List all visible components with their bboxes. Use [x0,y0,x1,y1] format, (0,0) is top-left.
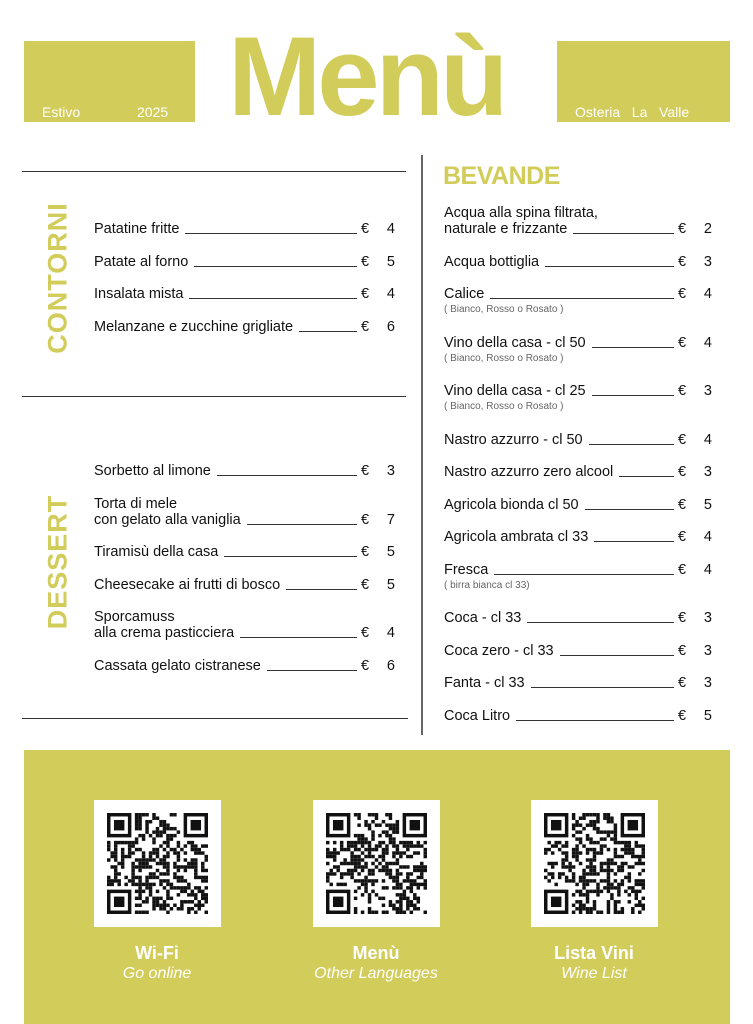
item-row [444,643,712,659]
currency-symbol: € [678,529,687,545]
currency-symbol: € [361,625,370,641]
item-price: 4 [386,625,395,641]
item-price: 5 [386,253,395,270]
item-price: 4 [703,529,712,545]
menu-item [94,221,395,237]
section-title-contorni: CONTORNI [42,202,73,354]
qr-caption [494,942,694,984]
item-price: 2 [703,221,712,237]
currency-symbol: € [361,544,370,560]
item-price: 4 [386,221,395,237]
bevande-list [444,205,712,740]
year-label: 2025 [137,104,169,120]
restaurant-box [557,41,730,122]
item-price: 6 [386,657,395,674]
item-row [444,464,712,480]
item-row [444,335,712,351]
qr-code-1[interactable] [94,800,221,927]
section-title-bevande: BEVANDE [443,162,560,190]
item-name: Calice [444,286,485,302]
leader-line [516,720,674,721]
item-price: 7 [386,511,395,528]
currency-symbol: € [678,253,687,270]
item-row [94,577,395,593]
season-label: Estivo [42,104,81,120]
item-name: con gelato alla vaniglia [94,511,241,528]
menu-item [94,609,395,641]
item-name: alla crema pasticciera [94,625,235,641]
item-name: Nastro azzurro zero alcool [444,464,614,480]
item-name: Patatine fritte [94,221,180,237]
item-name: Nastro azzurro - cl 50 [444,431,583,448]
item-row [444,254,712,270]
item-row [94,319,395,335]
menu-item [94,577,395,593]
menu-item [94,286,395,302]
item-name: Vino della casa - cl 50 [444,334,586,351]
leader-line [267,670,357,671]
currency-symbol: € [678,561,687,578]
divider [22,396,406,397]
item-note: ( Bianco, Rosso o Rosato ) [444,401,564,412]
qr-code-icon [544,813,645,914]
qr-title: Wi-Fi [135,943,179,963]
qr-caption [276,942,476,984]
footer-panel [24,750,730,1024]
leader-line [592,347,674,348]
menu-item [94,254,395,270]
leader-line [531,687,674,688]
menu-item [444,675,712,691]
item-price: 3 [703,675,712,691]
qr-code-2[interactable] [313,800,440,927]
item-row [444,610,712,626]
item-price: 5 [703,707,712,724]
season-box [24,41,195,122]
item-name: Sorbetto al limone [94,463,211,479]
leader-line [589,444,674,445]
item-row [444,708,712,724]
leader-line [490,298,674,299]
item-name: naturale e frizzante [444,221,568,237]
item-row [444,529,712,545]
menu-item [94,496,395,528]
leader-line [286,589,357,590]
item-price: 5 [703,496,712,513]
currency-symbol: € [361,511,370,528]
section-title-dessert: DESSERT [42,494,73,630]
qr-subtitle: Go online [122,965,192,982]
currency-symbol: € [678,221,687,237]
currency-symbol: € [678,707,687,724]
leader-line [592,395,674,396]
item-name-line1: Acqua alla spina filtrata, [444,205,598,221]
item-row [444,675,712,691]
leader-line [545,266,674,267]
leader-line [240,637,357,638]
currency-symbol: € [678,642,687,659]
item-row [444,432,712,448]
contorni-list [94,221,395,351]
item-price: 5 [386,576,395,593]
item-name: Insalata mista [94,286,184,302]
menu-item [94,463,395,479]
item-row [94,544,395,560]
qr-subtitle: Other Languages [314,965,438,982]
item-row [444,497,712,513]
item-name: Cassata gelato cistranese [94,657,261,674]
menu-item [444,562,712,594]
menu-item [94,658,395,674]
leader-line [573,233,674,234]
item-name: Fresca [444,561,489,578]
currency-symbol: € [678,431,687,448]
item-row [94,221,395,237]
currency-symbol: € [361,286,370,302]
divider [22,171,406,172]
qr-subtitle: Wine List [561,965,627,982]
leader-line [560,655,674,656]
leader-line [527,622,674,623]
currency-symbol: € [361,221,370,237]
leader-line [185,233,357,234]
currency-symbol: € [678,286,687,302]
menu-item [444,432,712,448]
item-price: 4 [703,334,712,351]
menu-item [444,286,712,318]
item-price: 4 [703,286,712,302]
item-price: 4 [703,561,712,578]
qr-code-icon [326,813,427,914]
leader-line [194,266,357,267]
qr-caption [57,942,257,984]
item-row [94,254,395,270]
item-name: Coca Litro [444,707,511,724]
item-price: 3 [703,642,712,659]
item-note: ( Bianco, Rosso o Rosato ) [444,352,564,364]
qr-code-3[interactable] [531,800,658,927]
menu-item [444,254,712,270]
item-note: ( Bianco, Rosso o Rosato ) [444,304,564,315]
item-price: 3 [703,610,712,626]
item-name: Agricola ambrata cl 33 [444,529,589,545]
leader-line [217,475,357,476]
leader-line [494,574,674,575]
currency-symbol: € [361,253,370,270]
item-price: 6 [386,318,395,335]
dessert-list [94,463,395,690]
menu-item [444,383,712,415]
item-name: Coca - cl 33 [444,610,522,626]
item-name: Patate al forno [94,253,189,270]
column-divider [421,155,423,735]
menu-item [444,335,712,367]
item-name: Tiramisù della casa [94,544,219,560]
item-row [94,625,395,641]
menu-item [94,319,395,335]
item-row [94,512,395,528]
item-name: Fanta - cl 33 [444,675,525,691]
menu-item [444,529,712,545]
item-row [444,383,712,399]
currency-symbol: € [361,657,370,674]
item-row [444,562,712,578]
item-price: 3 [703,253,712,270]
currency-symbol: € [678,464,687,480]
item-note: ( birra bianca cl 33) [444,579,530,591]
item-row [94,286,395,302]
currency-symbol: € [361,576,370,593]
currency-symbol: € [678,610,687,626]
item-price: 4 [703,431,712,448]
currency-symbol: € [678,675,687,691]
divider [22,718,408,719]
item-name-line1: Torta di mele [94,495,178,512]
item-price: 3 [703,464,712,480]
leader-line [619,476,674,477]
item-row [444,221,712,237]
menu-item [444,497,712,513]
leader-line [299,331,357,332]
currency-symbol: € [361,463,370,479]
qr-code-icon [107,813,208,914]
currency-symbol: € [678,334,687,351]
restaurant-name: Osteria La Valle [575,104,690,120]
leader-line [189,298,357,299]
item-price: 4 [386,286,395,302]
item-row [444,286,712,302]
qr-title: Lista Vini [554,943,634,963]
menu-item [444,464,712,480]
menu-item [94,544,395,560]
item-price: 3 [703,383,712,399]
item-name-line1: Sporcamuss [94,609,175,625]
item-name: Vino della casa - cl 25 [444,383,586,399]
item-row [94,463,395,479]
item-name: Agricola bionda cl 50 [444,496,579,513]
page-title: Menù [228,14,505,139]
currency-symbol: € [678,383,687,399]
item-price: 3 [386,463,395,479]
item-price: 5 [386,544,395,560]
leader-line [585,509,674,510]
leader-line [247,524,357,525]
menu-item [444,610,712,626]
menu-item [444,708,712,724]
currency-symbol: € [678,496,687,513]
item-name: Cheesecake ai frutti di bosco [94,576,281,593]
item-name: Coca zero - cl 33 [444,642,554,659]
leader-line [224,556,357,557]
currency-symbol: € [361,318,370,335]
item-name: Acqua bottiglia [444,253,540,270]
qr-title: Menù [352,943,400,963]
leader-line [594,541,674,542]
item-row [94,658,395,674]
item-name: Melanzane e zucchine grigliate [94,318,294,335]
menu-item [444,643,712,659]
menu-item [444,205,712,237]
